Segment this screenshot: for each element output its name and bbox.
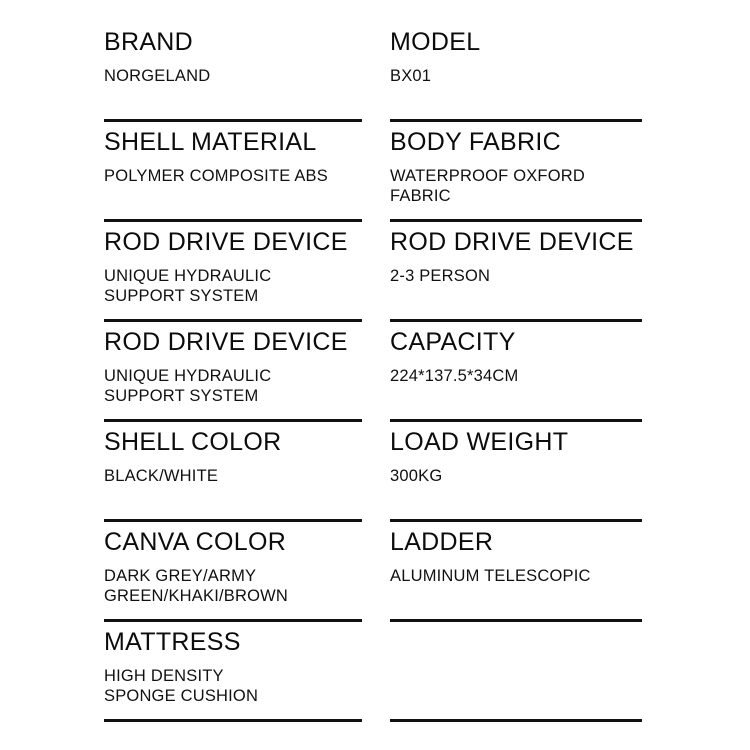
spec-label-shell-color: SHELL COLOR (104, 428, 282, 456)
spec-value-rod-drive-device-right (390, 266, 642, 286)
spec-value-line: 2-3 PERSON (390, 267, 491, 285)
spec-value-line: WATERPROOF OXFORD (390, 167, 585, 185)
spec-value-brand (104, 66, 362, 86)
spec-row-empty (390, 622, 642, 722)
spec-column-right (376, 22, 642, 750)
spec-value-line: SUPPORT SYSTEM (104, 287, 259, 306)
spec-label-mattress: MATTRESS (104, 628, 241, 656)
spec-row (104, 522, 362, 622)
spec-value-line: 224*137.5*34CM (390, 367, 519, 385)
spec-row (390, 122, 642, 222)
spec-row (104, 222, 362, 322)
spec-value-line: 300KG (390, 467, 443, 485)
spec-value-ladder (390, 566, 642, 586)
spec-row (390, 522, 642, 622)
spec-value-canva-color (104, 566, 362, 606)
spec-label-load-weight: LOAD WEIGHT (390, 428, 569, 456)
spec-row (104, 422, 362, 522)
spec-label-capacity: CAPACITY (390, 328, 516, 356)
spec-row (104, 22, 362, 122)
spec-row (104, 622, 362, 722)
spec-label-rod-drive-device-2: ROD DRIVE DEVICE (104, 328, 348, 356)
spec-value-line: HIGH DENSITY (104, 667, 224, 685)
spec-value-line: SUPPORT SYSTEM (104, 387, 259, 406)
spec-label-canva-color: CANVA COLOR (104, 528, 287, 556)
spec-label-shell-material: SHELL MATERIAL (104, 128, 317, 156)
spec-value-line: ALUMINUM TELESCOPIC (390, 567, 591, 585)
spec-row (104, 122, 362, 222)
spec-label-brand: BRAND (104, 28, 194, 56)
spec-value-rod-drive-device-2 (104, 366, 362, 406)
spec-value-line: DARK GREY/ARMY (104, 567, 257, 585)
spec-row (390, 22, 642, 122)
spec-value-line: UNIQUE HYDRAULIC (104, 267, 272, 285)
spec-label-model: MODEL (390, 28, 481, 56)
spec-value-line: FABRIC (390, 187, 451, 206)
spec-value-model (390, 66, 642, 86)
spec-column-left (104, 22, 376, 750)
spec-value-line: SPONGE CUSHION (104, 687, 259, 706)
spec-value-line: UNIQUE HYDRAULIC (104, 367, 272, 385)
spec-row (390, 422, 642, 522)
spec-value-body-fabric (390, 166, 642, 206)
spec-value-capacity (390, 366, 642, 386)
spec-label-rod-drive-device-1: ROD DRIVE DEVICE (104, 228, 348, 256)
spec-row (104, 322, 362, 422)
spec-value-shell-material (104, 166, 362, 186)
spec-label-rod-drive-device-right: ROD DRIVE DEVICE (390, 228, 634, 256)
spec-value-mattress (104, 666, 362, 706)
spec-row (390, 222, 642, 322)
spec-value-shell-color (104, 466, 362, 486)
spec-value-line: BX01 (390, 67, 432, 85)
spec-value-rod-drive-device-1 (104, 266, 362, 306)
spec-value-line: NORGELAND (104, 67, 211, 85)
spec-value-line: GREEN/KHAKI/BROWN (104, 587, 289, 606)
spec-row (390, 322, 642, 422)
spec-value-load-weight (390, 466, 642, 486)
spec-value-line: BLACK/WHITE (104, 467, 219, 485)
spec-value-line: POLYMER COMPOSITE ABS (104, 167, 328, 185)
spec-label-body-fabric: BODY FABRIC (390, 128, 561, 156)
spec-label-ladder: LADDER (390, 528, 494, 556)
